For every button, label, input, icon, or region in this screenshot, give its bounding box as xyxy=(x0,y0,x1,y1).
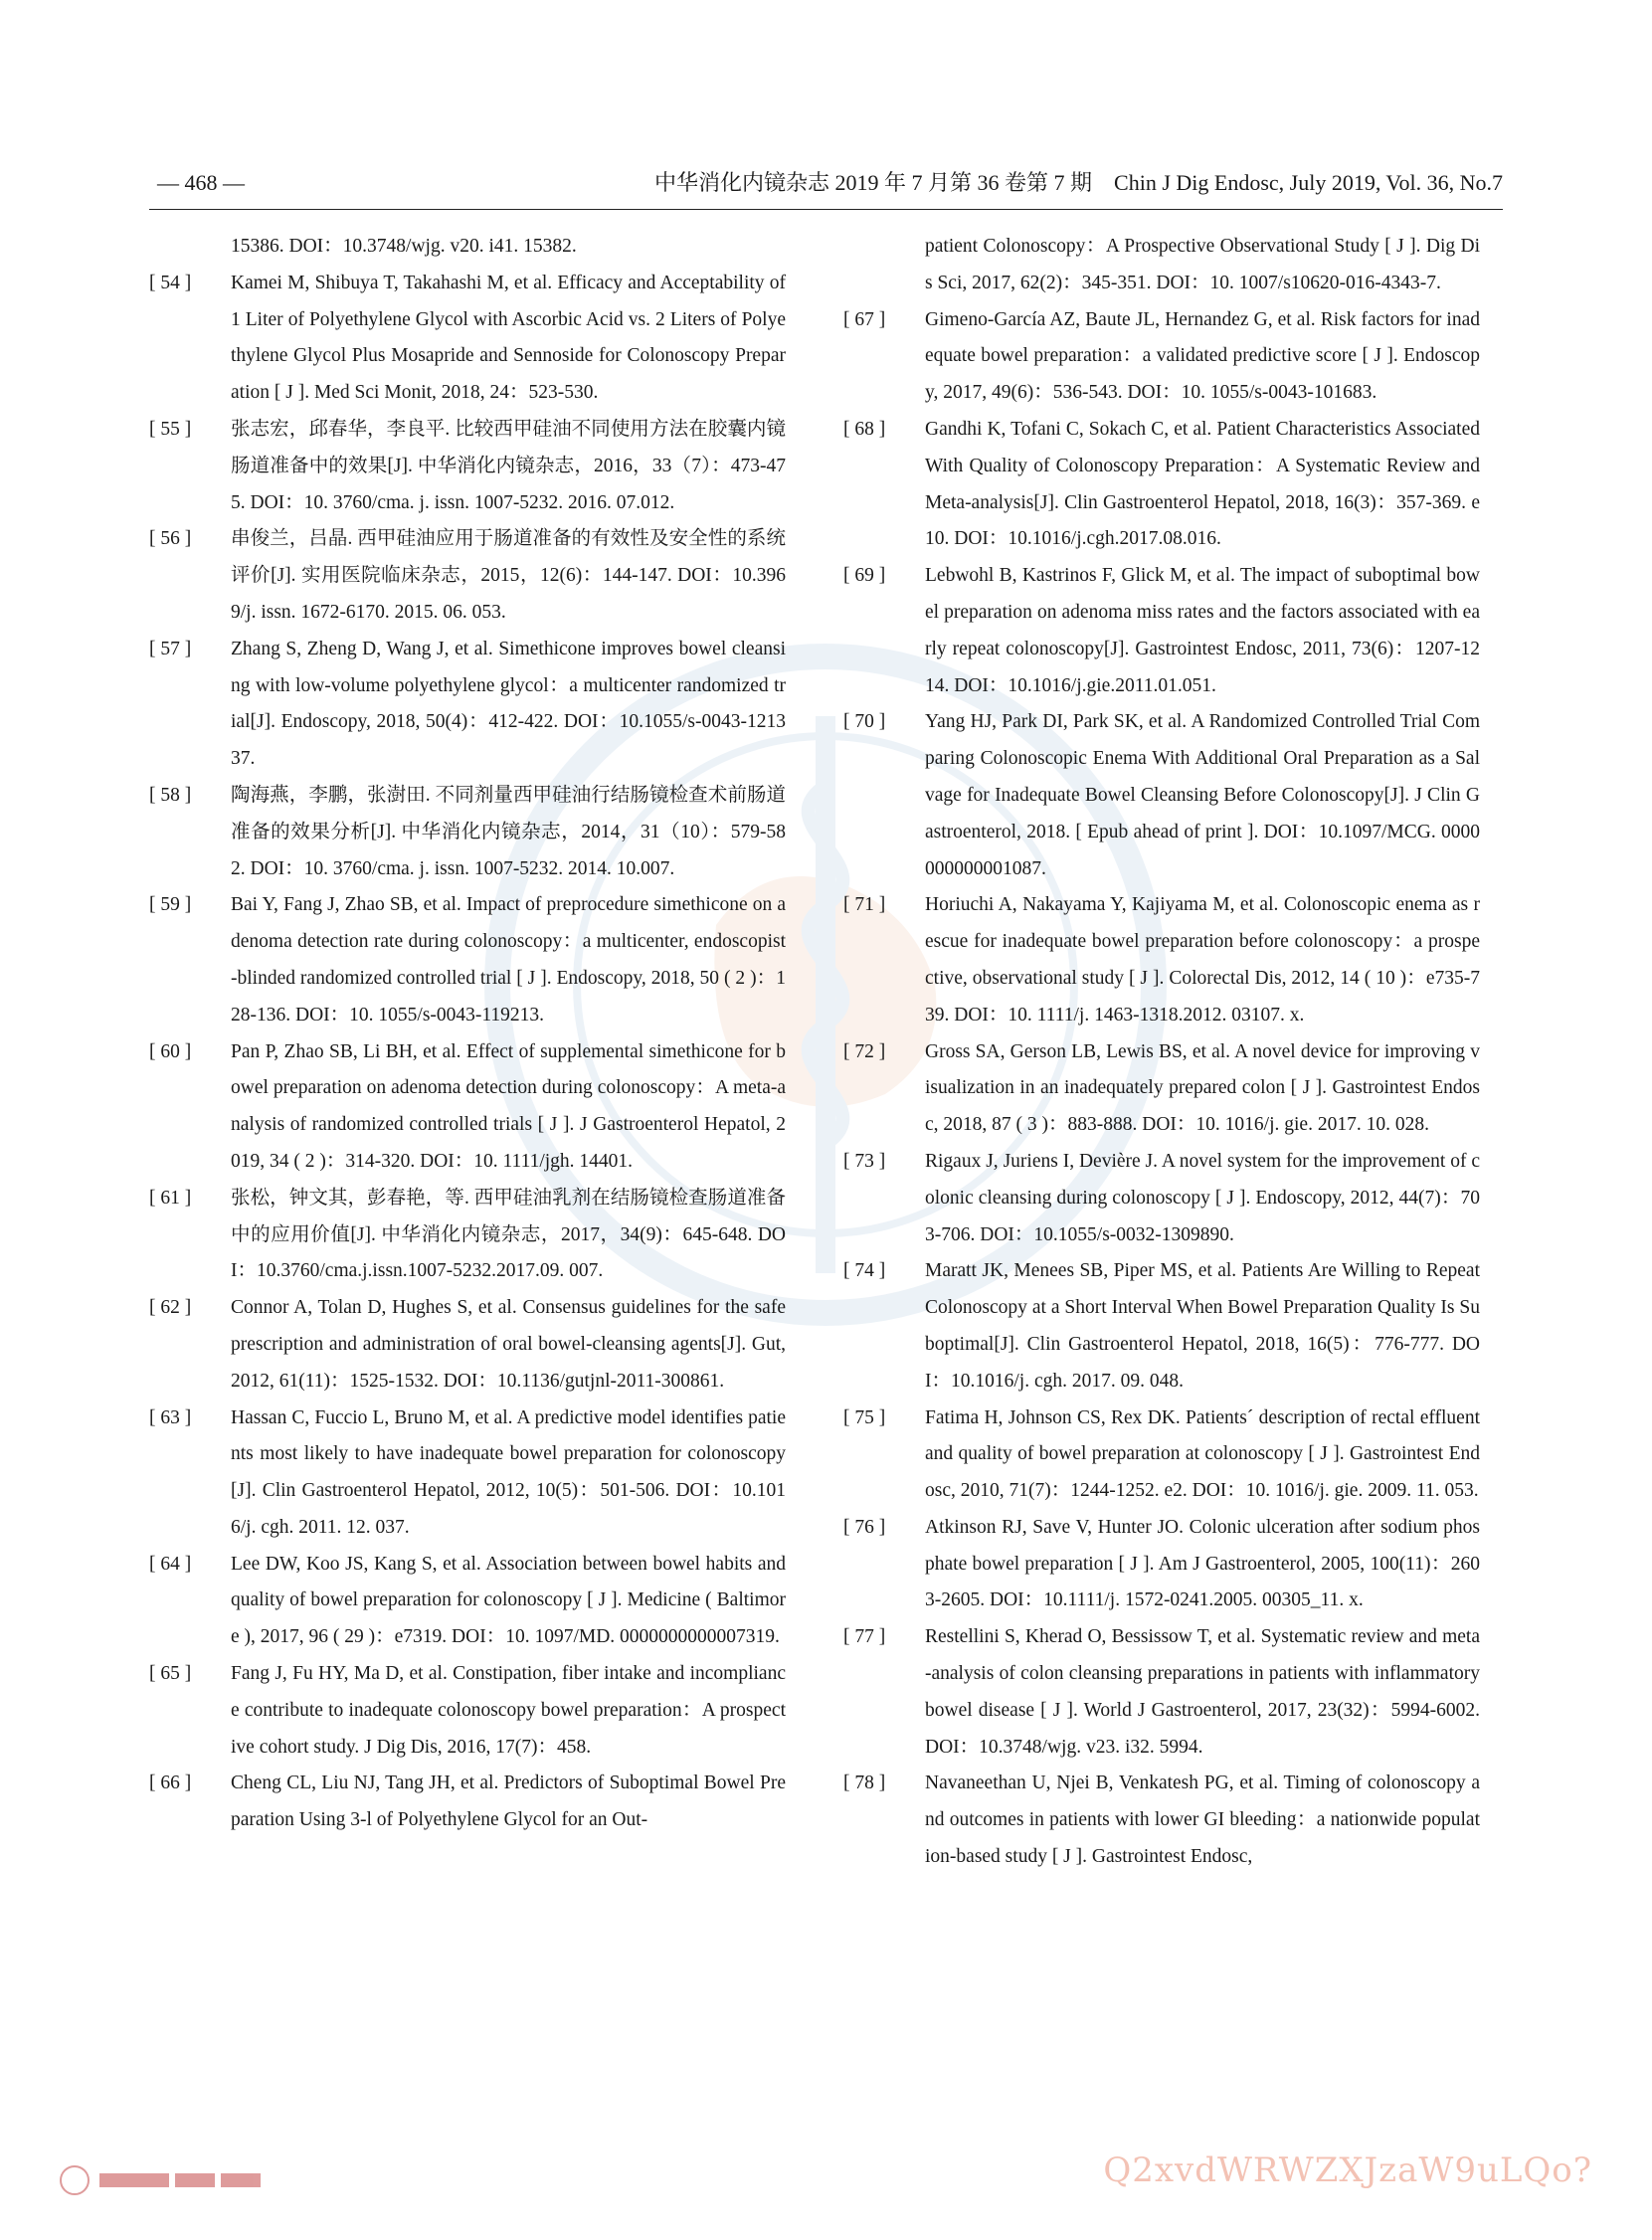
reference-entry xyxy=(149,1547,786,1656)
page-number: — 468 — xyxy=(157,170,245,195)
reference-entry xyxy=(149,887,786,1033)
reference-number: [ 72 ] xyxy=(843,1040,886,1062)
reference-entry xyxy=(149,778,786,887)
reference-number: [ 62 ] xyxy=(149,1297,192,1319)
reference-number: [ 76 ] xyxy=(843,1516,886,1538)
reference-number: [ 69 ] xyxy=(843,565,886,587)
reference-entry xyxy=(149,1656,786,1766)
reference-number: [ 68 ] xyxy=(843,418,886,440)
reference-text: Pan P, Zhao SB, Li BH, et al. Effect of supplemental simethicone for bowel preparation on adenoma detection during colonoscopy：A meta-analysis of randomized controlled trials [ J ]. J Gastroenterol Hepatol, 2019, 34 ( 2 )：314-320. DOI：10. 1111/jgh. 14401. xyxy=(231,1040,786,1172)
reference-entry xyxy=(843,1144,1480,1253)
reference-entry xyxy=(149,266,786,412)
right-column xyxy=(843,229,1480,1876)
header-rule xyxy=(149,209,1503,210)
reference-text: Rigaux J, Juriens I, Devière J. A novel system for the improvement of colonic cleansing during colonoscopy [ J ]. Endoscopy, 2012, 44(7)：703-706. DOI：10.1055/s-0032-1309890. xyxy=(925,1150,1480,1245)
reference-entry xyxy=(149,1034,786,1181)
reference-text: Restellini S, Kherad O, Bessissow T, et al. Systematic review and meta-analysis of colon cleansing preparations in patients with inflammatory bowel disease [ J ]. World J Gastroenterol, 2017, 23(32)：5994-6002. DOI：10.3748/wjg. v23. i32. 5994. xyxy=(925,1626,1480,1758)
reference-entry xyxy=(149,1766,786,1839)
reference-text: Navaneethan U, Njei B, Venkatesh PG, et al. Timing of colonoscopy and outcomes in patients with lower GI bleeding：a nationwide population-based study [ J ]. Gastrointest Endosc, xyxy=(925,1773,1480,1868)
reference-text: Hassan C, Fuccio L, Bruno M, et al. A predictive model identifies patients most likely to have inadequate bowel preparation for colonoscopy[J]. Clin Gastroenterol Hepatol, 2012, 10(5)：501-506. DOI：10.1016/j. cgh. 2011. 12. 037. xyxy=(231,1406,786,1538)
reference-number: [ 63 ] xyxy=(149,1406,192,1428)
reference-number: [ 65 ] xyxy=(149,1663,192,1685)
reference-entry xyxy=(843,558,1480,704)
reference-number: [ 70 ] xyxy=(843,711,886,733)
reference-text: Gross SA, Gerson LB, Lewis BS, et al. A novel device for improving visualization in an inadequately prepared colon [ J ]. Gastrointest Endosc, 2018, 87 ( 3 )：883-888. DOI：10. 1016/j. gie. 2017. 10. 028. xyxy=(925,1040,1480,1136)
reference-text: Fang J, Fu HY, Ma D, et al. Constipation, fiber intake and incompliance contribute to inadequate colonoscopy bowel preparation：A prospective cohort study. J Dig Dis, 2016, 17(7)：458. xyxy=(231,1663,786,1758)
footer-code: Q2xvdWRWZXJzaW9uLQo? xyxy=(1103,2150,1592,2190)
reference-entry xyxy=(843,1400,1480,1510)
journal-citation-line: 中华消化内镜杂志 2019 年 7 月第 36 卷第 7 期 Chin J Dig Endosc, July 2019, Vol. 36, No.7 xyxy=(654,170,1503,195)
reference-entry xyxy=(843,1766,1480,1875)
reference-number: [ 61 ] xyxy=(149,1187,192,1209)
publisher-logo xyxy=(60,2163,261,2197)
reference-number: [ 55 ] xyxy=(149,418,192,440)
reference-number: [ 60 ] xyxy=(149,1040,192,1062)
reference-text: Atkinson RJ, Save V, Hunter JO. Colonic ulceration after sodium phosphate bowel preparation [ J ]. Am J Gastroenterol, 2005, 100(11)：2603-2605. DOI：10.1111/j. 1572-0241.2005. 00305_11. x. xyxy=(925,1516,1480,1611)
reference-text: Yang HJ, Park DI, Park SK, et al. A Randomized Controlled Trial Comparing Colonoscopic Enema With Additional Oral Preparation as a Salvage for Inadequate Bowel Cleansing Before Colonoscopy[J]. J Clin Gastroenterol, 2018. [ Epub ahead of print ]. DOI：10.1097/MCG. 0000000000001087. xyxy=(925,711,1480,879)
reference-entry xyxy=(149,412,786,521)
reference-text: 张志宏，邱春华，李良平. 比较西甲硅油不同使用方法在胶囊内镜肠道准备中的效果[J]. 中华消化内镜杂志，2016，33（7）：473-475. DOI：10. 3760/cma. j. issn. 1007-5232. 2016. 07.012. xyxy=(231,418,786,513)
reference-number: [ 75 ] xyxy=(843,1406,886,1428)
reference-number: [ 66 ] xyxy=(149,1773,192,1794)
reference-text: 陶海燕，李鹏，张澍田. 不同剂量西甲硅油行结肠镜检查术前肠道准备的效果分析[J]. 中华消化内镜杂志，2014，31（10）：579-582. DOI：10. 3760/cma. j. issn. 1007-5232. 2014. 10.007. xyxy=(231,784,786,879)
reference-text: Maratt JK, Menees SB, Piper MS, et al. Patients Are Willing to Repeat Colonoscopy at a Short Interval When Bowel Preparation Quality Is Suboptimal[J]. Clin Gastroenterol Hepatol, 2018, 16(5)：776-777. DOI：10.1016/j. cgh. 2017. 09. 048. xyxy=(925,1260,1480,1392)
reference-text: Lee DW, Koo JS, Kang S, et al. Association between bowel habits and quality of bowel preparation for colonoscopy [ J ]. Medicine ( Baltimore ), 2017, 96 ( 29 )：e7319. DOI：10. 1097/MD. 0000000000007319. xyxy=(231,1553,786,1648)
reference-text: 串俊兰，吕晶. 西甲硅油应用于肠道准备的有效性及安全性的系统评价[J]. 实用医院临床杂志，2015，12(6)：144-147. DOI：10.3969/j. issn. 1672-6170. 2015. 06. 053. xyxy=(231,528,786,623)
reference-number: [ 73 ] xyxy=(843,1150,886,1172)
publisher-wordmark-icon xyxy=(99,2173,261,2187)
reference-number: [ 58 ] xyxy=(149,784,192,806)
reference-number: [ 74 ] xyxy=(843,1260,886,1282)
reference-entry xyxy=(843,887,1480,1033)
reference-number: [ 54 ] xyxy=(149,272,192,293)
reference-entry xyxy=(843,1510,1480,1619)
reference-text: Lebwohl B, Kastrinos F, Glick M, et al. The impact of suboptimal bowel preparation on adenoma miss rates and the factors associated with early repeat colonoscopy[J]. Gastrointest Endosc, 2011, 73(6)：1207-1214. DOI：10.1016/j.gie.2011.01.051. xyxy=(925,565,1480,696)
reference-text: Gimeno-García AZ, Baute JL, Hernandez G, et al. Risk factors for inadequate bowel preparation：a validated predictive score [ J ]. Endoscopy, 2017, 49(6)：536-543. DOI：10. 1055/s-0043-101683. xyxy=(925,308,1480,404)
reference-number: [ 77 ] xyxy=(843,1626,886,1648)
reference-text: Bai Y, Fang J, Zhao SB, et al. Impact of preprocedure simethicone on adenoma detection rate during colonoscopy：a multicenter, endoscopist-blinded randomized controlled trial [ J ]. Endoscopy, 2018, 50 ( 2 )：128-136. DOI：10. 1055/s-0043-119213. xyxy=(231,894,786,1026)
reference-entry xyxy=(149,521,786,631)
reference-number: [ 57 ] xyxy=(149,638,192,659)
reference-number: [ 67 ] xyxy=(843,308,886,330)
reference-entry xyxy=(843,1253,1480,1400)
reference-text: Horiuchi A, Nakayama Y, Kajiyama M, et al. Colonoscopic enema as rescue for inadequate bowel preparation before colonoscopy：a prospective, observational study [ J ]. Colorectal Dis, 2012, 14 ( 10 )：e735-739. DOI：10. 1111/j. 1463-1318.2012. 03107. x. xyxy=(925,894,1480,1026)
reference-text: Kamei M, Shibuya T, Takahashi M, et al. Efficacy and Acceptability of 1 Liter of Polyethylene Glycol with Ascorbic Acid vs. 2 Liters of Polyethylene Glycol Plus Mosapride and Sennoside for Colonoscopy Preparation [ J ]. Med Sci Monit, 2018, 24：523-530. xyxy=(231,272,786,404)
reference-entry xyxy=(149,632,786,778)
reference-text: Zhang S, Zheng D, Wang J, et al. Simethicone improves bowel cleansing with low-volume polyethylene glycol：a multicenter randomized trial[J]. Endoscopy, 2018, 50(4)：412-422. DOI：10.1055/s-0043-121337. xyxy=(231,638,786,770)
reference-continuation: patient Colonoscopy：A Prospective Observational Study [ J ]. Dig Dis Sci, 2017, 62(2)：345-351. DOI：10. 1007/s10620-016-4343-7. xyxy=(925,236,1480,293)
reference-text: 张松，钟文其，彭春艳，等. 西甲硅油乳剂在结肠镜检查肠道准备中的应用价值[J]. 中华消化内镜杂志，2017，34(9)：645-648. DOI：10.3760/cma.j.issn.1007-5232.2017.09. 007. xyxy=(231,1187,786,1282)
reference-number: [ 78 ] xyxy=(843,1773,886,1794)
reference-entry xyxy=(843,412,1480,558)
reference-entry xyxy=(149,1400,786,1547)
left-column xyxy=(149,229,786,1839)
reference-text: Connor A, Tolan D, Hughes S, et al. Consensus guidelines for the safe prescription and administration of oral bowel-cleansing agents[J]. Gut, 2012, 61(11)：1525-1532. DOI：10.1136/gutjnl-2011-300861. xyxy=(231,1297,786,1392)
reference-number: [ 71 ] xyxy=(843,894,886,916)
reference-text: Fatima H, Johnson CS, Rex DK. Patients´ description of rectal effluent and quality of bowel preparation at colonoscopy [ J ]. Gastrointest Endosc, 2010, 71(7)：1244-1252. e2. DOI：10. 1016/j. gie. 2009. 11. 053. xyxy=(925,1406,1480,1502)
reference-number: [ 59 ] xyxy=(149,894,192,916)
reference-entry xyxy=(843,1034,1480,1144)
reference-continuation: 15386. DOI：10.3748/wjg. v20. i41. 15382. xyxy=(231,236,577,257)
publisher-seal-icon xyxy=(60,2165,90,2195)
reference-entry xyxy=(843,302,1480,412)
reference-text: Cheng CL, Liu NJ, Tang JH, et al. Predictors of Suboptimal Bowel Preparation Using 3-l of Polyethylene Glycol for an Out- xyxy=(231,1773,786,1831)
reference-number: [ 56 ] xyxy=(149,528,192,550)
reference-entry xyxy=(843,1619,1480,1766)
running-header xyxy=(149,163,1503,203)
reference-number: [ 64 ] xyxy=(149,1553,192,1575)
reference-text: Gandhi K, Tofani C, Sokach C, et al. Patient Characteristics Associated With Quality of Colonoscopy Preparation：A Systematic Review and Meta-analysis[J]. Clin Gastroenterol Hepatol, 2018, 16(3)：357-369. e10. DOI：10.1016/j.cgh.2017.08.016. xyxy=(925,418,1480,550)
reference-entry xyxy=(843,704,1480,887)
reference-entry xyxy=(149,1181,786,1290)
reference-entry xyxy=(149,1290,786,1400)
